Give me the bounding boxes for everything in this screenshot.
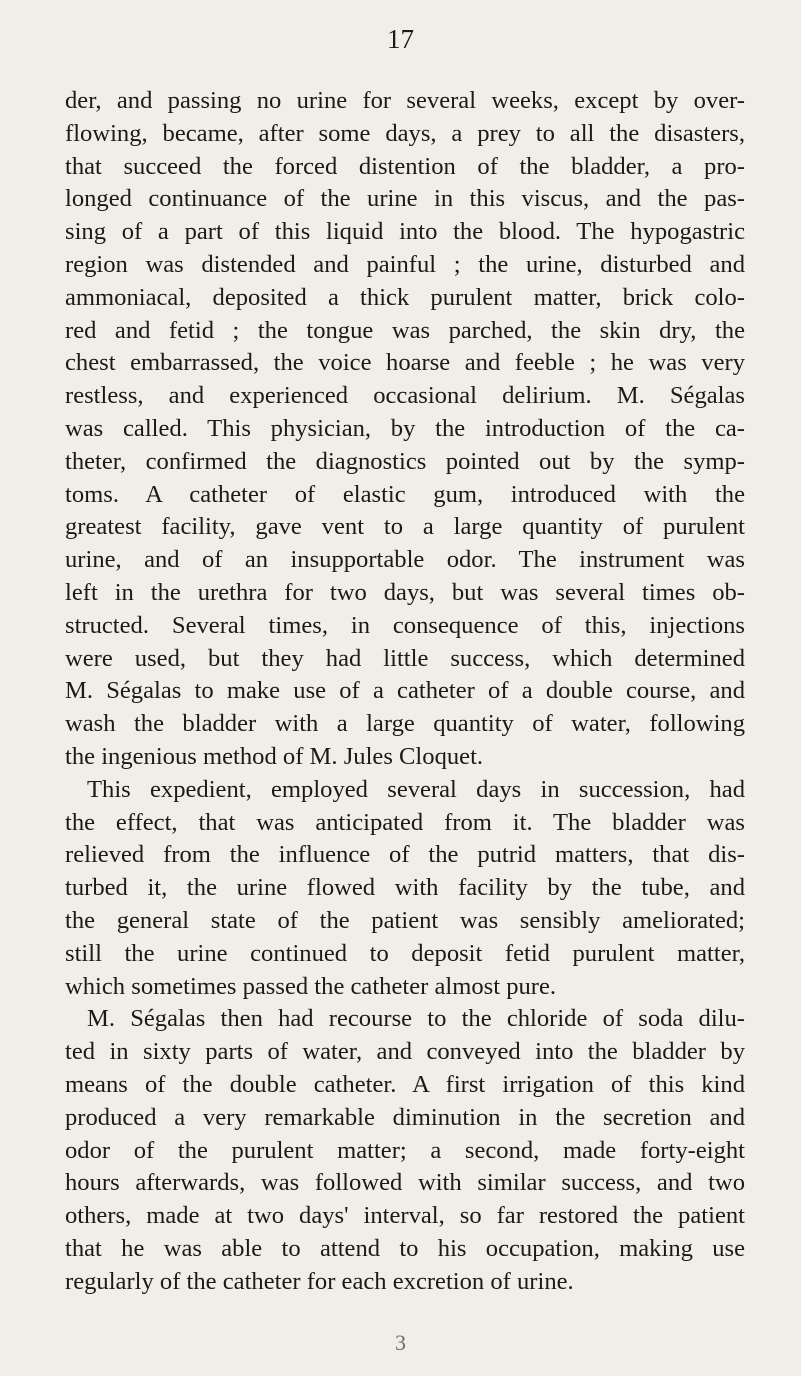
text-line: M. Ségalas to make use of a catheter of a double course, and (65, 677, 745, 705)
text-line: greatest facility, gave vent to a large quantity of purulent (65, 513, 745, 541)
text-line: ammoniacal, deposited a thick purulent matter, brick colo- (65, 283, 745, 311)
text-line: the ingenious method of M. Jules Cloquet. (65, 742, 484, 770)
text-line: chest embarrassed, the voice hoarse and feeble ; he was very (65, 349, 745, 377)
text-line: produced a very remarkable diminution in the secretion and (65, 1103, 745, 1131)
text-line: theter, confirmed the diagnostics pointed out by the symp- (65, 447, 745, 475)
text-line: urine, and of an insupportable odor. The instrument was (65, 546, 745, 574)
text-line: sing of a part of this liquid into the blood. The hypogastric (65, 218, 745, 246)
signature-mark: 3 (395, 1330, 406, 1355)
text-line: still the urine continued to deposit fetid purulent matter, (65, 939, 745, 967)
text-line: ted in sixty parts of water, and conveyed into the bladder by (65, 1038, 745, 1066)
text-line: longed continuance of the urine in this viscus, and the pas- (65, 185, 745, 213)
text-line: left in the urethra for two days, but was several times ob- (65, 578, 745, 606)
text-line: region was distended and painful ; the urine, disturbed and (65, 250, 745, 278)
text-line: means of the double catheter. A first irrigation of this kind (65, 1070, 745, 1098)
text-line: toms. A catheter of elastic gum, introduced with the (65, 480, 745, 508)
text-line: flowing, became, after some days, a prey to all the disasters, (65, 119, 745, 147)
text-line: which sometimes passed the catheter almost pure. (65, 972, 557, 1000)
text-line: structed. Several times, in consequence of this, injections (65, 611, 745, 639)
text-line: relieved from the influence of the putrid matters, that dis- (65, 841, 745, 869)
text-line: der, and passing no urine for several weeks, except by over- (65, 87, 745, 114)
text-line: This expedient, employed several days in succession, had (87, 775, 745, 803)
text-line: wash the bladder with a large quantity of water, following (65, 710, 745, 738)
text-line: hours afterwards, was followed with similar success, and two (65, 1169, 745, 1197)
text-line: were used, but they had little success, which determined (65, 644, 745, 672)
text-line: regularly of the catheter for each excretion of urine. (65, 1267, 574, 1295)
text-line: that succeed the forced distention of the bladder, a pro- (65, 152, 745, 180)
text-line: M. Ségalas then had recourse to the chloride of soda dilu- (87, 1005, 745, 1033)
text-line: odor of the purulent matter; a second, made forty-eight (65, 1136, 745, 1164)
text-line: the general state of the patient was sensibly ameliorated; (65, 906, 745, 934)
text-line: turbed it, the urine flowed with facility by the tube, and (65, 874, 745, 902)
text-line: red and fetid ; the tongue was parched, the skin dry, the (65, 316, 745, 344)
text-line: restless, and experienced occasional delirium. M. Ségalas (65, 382, 745, 410)
text-line: the effect, that was anticipated from it. The bladder was (65, 808, 745, 836)
text-line: that he was able to attend to his occupation, making use (65, 1234, 745, 1262)
body-text (65, 85, 745, 1298)
text-line: others, made at two days' interval, so far restored the patient (65, 1202, 745, 1230)
page-number: 17 (387, 24, 414, 54)
text-line: was called. This physician, by the introduction of the ca- (65, 414, 745, 442)
